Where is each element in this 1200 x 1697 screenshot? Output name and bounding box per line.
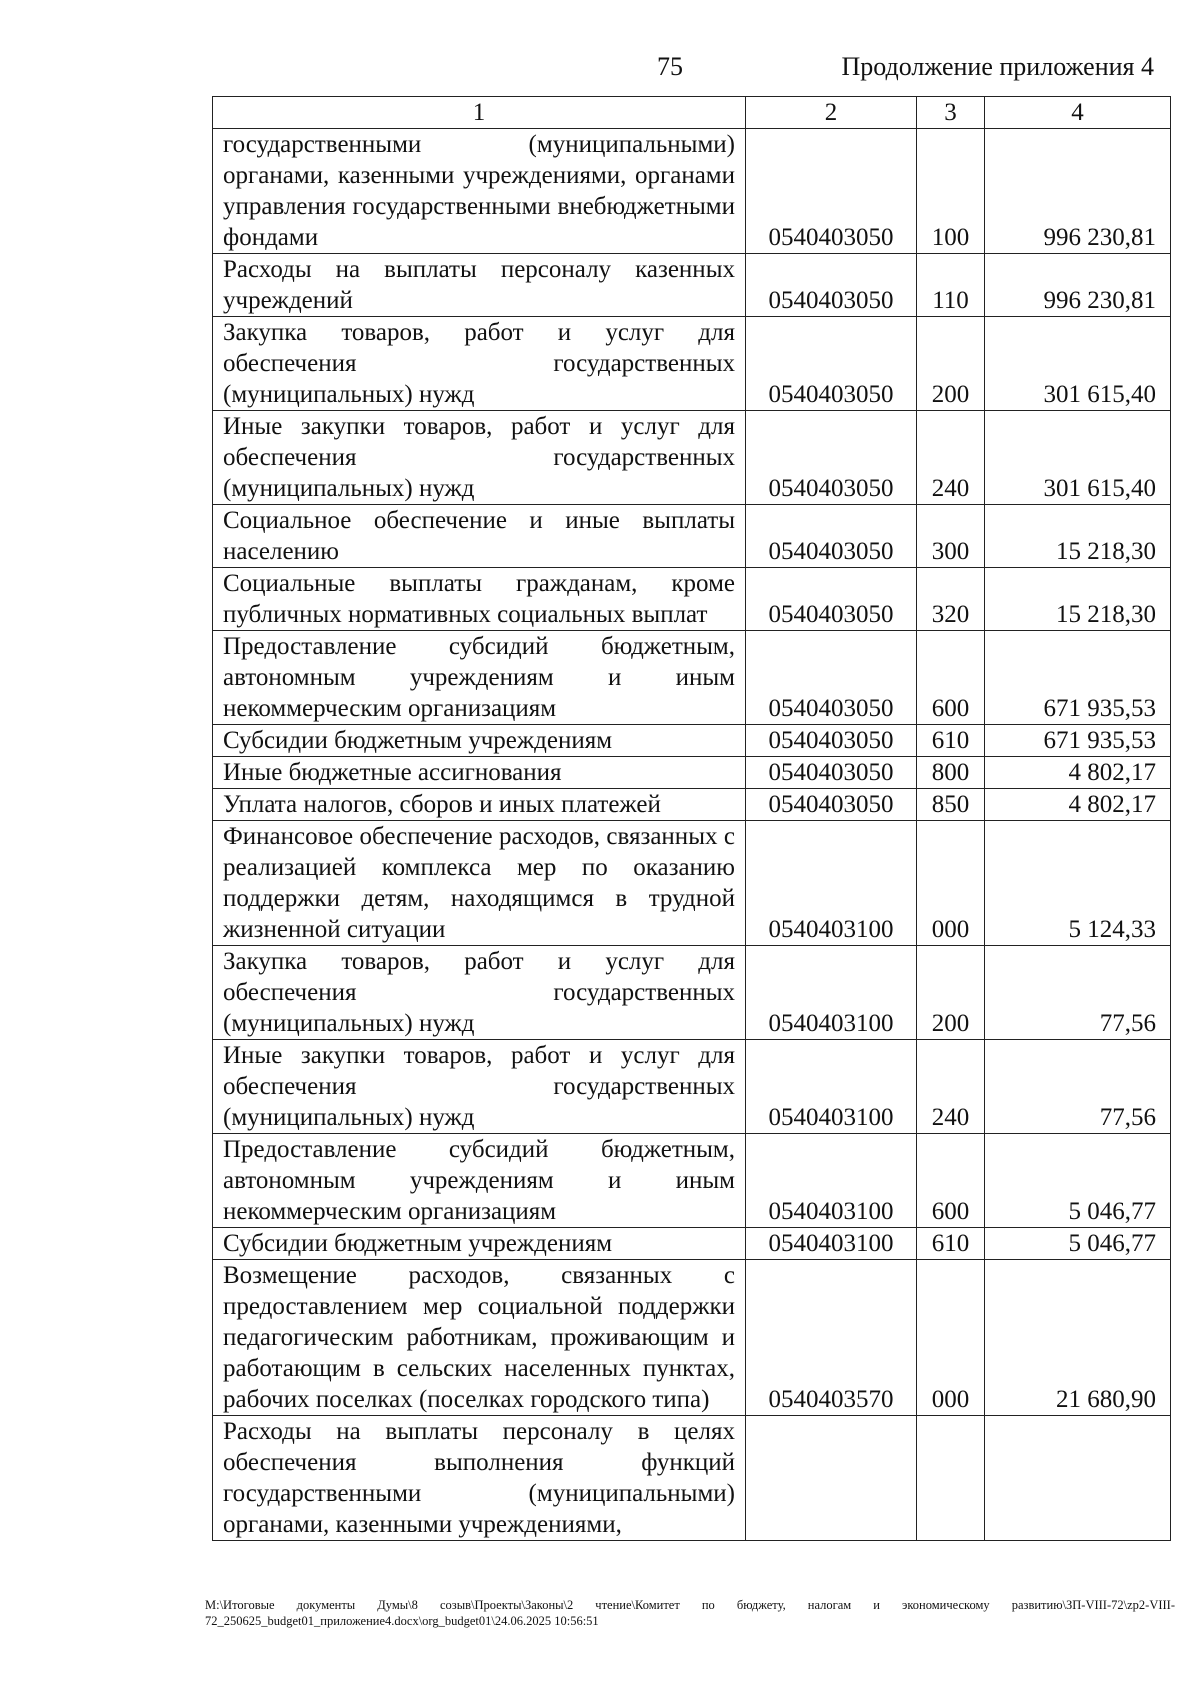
row-amount: 671 935,53 — [985, 631, 1171, 725]
row-code: 0540403050 — [746, 317, 917, 411]
row-kind: 610 — [917, 725, 985, 757]
row-kind: 100 — [917, 129, 985, 254]
row-name: Закупка товаров, работ и услуг для обеспечения государственных (муниципальных) нужд — [213, 317, 746, 411]
row-kind: 000 — [917, 821, 985, 946]
row-amount: 996 230,81 — [985, 129, 1171, 254]
row-code: 0540403050 — [746, 129, 917, 254]
row-name: государственными (муниципальными) органами, казенными учреждениями, органами управления государственными внебюджетными фондами — [213, 129, 746, 254]
table-row — [213, 1260, 1171, 1416]
row-name: Расходы на выплаты персоналу казенных учреждений — [213, 254, 746, 317]
row-name: Иные закупки товаров, работ и услуг для обеспечения государственных (муниципальных) нужд — [213, 411, 746, 505]
row-code: 0540403050 — [746, 789, 917, 821]
table-row — [213, 789, 1171, 821]
row-name: Социальное обеспечение и иные выплаты населению — [213, 505, 746, 568]
row-name: Уплата налогов, сборов и иных платежей — [213, 789, 746, 821]
table-row — [213, 1228, 1171, 1260]
column-header-2: 2 — [746, 97, 917, 129]
row-amount: 21 680,90 — [985, 1260, 1171, 1416]
row-amount: 5 046,77 — [985, 1228, 1171, 1260]
row-amount: 4 802,17 — [985, 757, 1171, 789]
row-amount: 15 218,30 — [985, 505, 1171, 568]
row-code: 0540403050 — [746, 505, 917, 568]
row-amount: 5 046,77 — [985, 1134, 1171, 1228]
table-row — [213, 631, 1171, 725]
row-code: 0540403100 — [746, 946, 917, 1040]
row-name: Субсидии бюджетным учреждениям — [213, 1228, 746, 1260]
row-code: 0540403050 — [746, 757, 917, 789]
row-kind: 610 — [917, 1228, 985, 1260]
table-row — [213, 1416, 1171, 1541]
row-name: Закупка товаров, работ и услуг для обеспечения государственных (муниципальных) нужд — [213, 946, 746, 1040]
table-row — [213, 1134, 1171, 1228]
column-header-3: 3 — [917, 97, 985, 129]
row-amount: 301 615,40 — [985, 411, 1171, 505]
row-code: 0540403100 — [746, 1134, 917, 1228]
row-kind: 000 — [917, 1260, 985, 1416]
row-kind: 300 — [917, 505, 985, 568]
row-name: Предоставление субсидий бюджетным, автономным учреждениям и иным некоммерческим организациям — [213, 1134, 746, 1228]
row-kind: 240 — [917, 1040, 985, 1134]
row-kind: 200 — [917, 946, 985, 1040]
table-row — [213, 725, 1171, 757]
table-row — [213, 254, 1171, 317]
row-amount: 77,56 — [985, 1040, 1171, 1134]
row-name: Иные закупки товаров, работ и услуг для обеспечения государственных (муниципальных) нужд — [213, 1040, 746, 1134]
table-row — [213, 568, 1171, 631]
row-code: 0540403050 — [746, 631, 917, 725]
row-amount: 5 124,33 — [985, 821, 1171, 946]
row-kind: 240 — [917, 411, 985, 505]
row-code: 0540403100 — [746, 821, 917, 946]
row-code: 0540403570 — [746, 1260, 917, 1416]
row-code: 0540403100 — [746, 1228, 917, 1260]
row-amount: 301 615,40 — [985, 317, 1171, 411]
row-amount: 77,56 — [985, 946, 1171, 1040]
row-code: 0540403050 — [746, 411, 917, 505]
table-header-row — [213, 97, 1171, 129]
row-code: 0540403050 — [746, 568, 917, 631]
table-row — [213, 505, 1171, 568]
row-code: 0540403050 — [746, 254, 917, 317]
row-amount: 996 230,81 — [985, 254, 1171, 317]
column-header-4: 4 — [985, 97, 1171, 129]
row-kind: 320 — [917, 568, 985, 631]
row-kind: 600 — [917, 631, 985, 725]
budget-table — [212, 96, 1171, 1541]
row-amount: 4 802,17 — [985, 789, 1171, 821]
row-name: Предоставление субсидий бюджетным, автономным учреждениям и иным некоммерческим организациям — [213, 631, 746, 725]
row-amount: 15 218,30 — [985, 568, 1171, 631]
appendix-continuation-label: Продолжение приложения 4 — [841, 52, 1154, 81]
row-code: 0540403100 — [746, 1040, 917, 1134]
row-name: Социальные выплаты гражданам, кроме публичных нормативных социальных выплат — [213, 568, 746, 631]
document-file-path: M:\Итоговые документы Думы\8 созыв\Проекты\Законы\2 чтение\Комитет по бюджету, налогам и экономическому развитию\ЗП-VIII-72\zp2-VIII-72_250625_budget01_приложение4.docx\org_budget01\24.06.2025 10:56:51 — [205, 1598, 1175, 1628]
table-row — [213, 821, 1171, 946]
table-row — [213, 946, 1171, 1040]
table-row — [213, 757, 1171, 789]
row-kind: 110 — [917, 254, 985, 317]
row-code — [746, 1416, 917, 1541]
row-amount: 671 935,53 — [985, 725, 1171, 757]
table-row — [213, 411, 1171, 505]
row-kind: 600 — [917, 1134, 985, 1228]
table-row — [213, 317, 1171, 411]
column-header-1: 1 — [213, 97, 746, 129]
row-kind — [917, 1416, 985, 1541]
row-name: Возмещение расходов, связанных с предоставлением мер социальной поддержки педагогическим работникам, проживающим и работающим в сельских населенных пунктах, рабочих поселках (поселках городского типа) — [213, 1260, 746, 1416]
row-name: Финансовое обеспечение расходов, связанных с реализацией комплекса мер по оказанию поддержки детям, находящимся в трудной жизненной ситуации — [213, 821, 746, 946]
table-row — [213, 129, 1171, 254]
row-name: Иные бюджетные ассигнования — [213, 757, 746, 789]
row-name: Расходы на выплаты персоналу в целях обеспечения выполнения функций государственными (муниципальными) органами, казенными учреждениями, — [213, 1416, 746, 1541]
row-kind: 200 — [917, 317, 985, 411]
page-number: 75 — [657, 52, 683, 81]
row-amount — [985, 1416, 1171, 1541]
row-kind: 850 — [917, 789, 985, 821]
row-code: 0540403050 — [746, 725, 917, 757]
row-kind: 800 — [917, 757, 985, 789]
table-row — [213, 1040, 1171, 1134]
row-name: Субсидии бюджетным учреждениям — [213, 725, 746, 757]
